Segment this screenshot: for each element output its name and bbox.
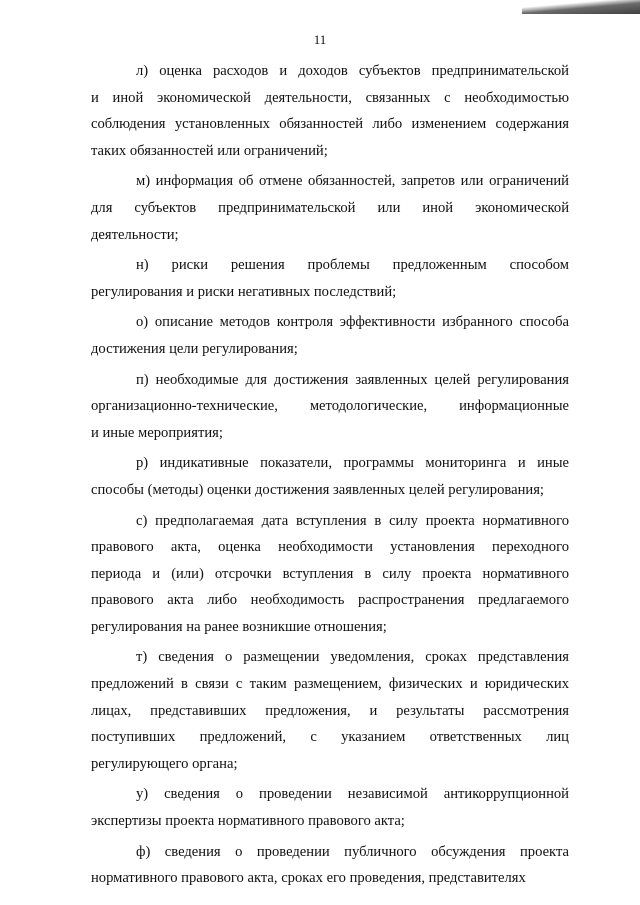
paragraph bbox=[91, 781, 569, 834]
text-line: правового акта, оценка необходимости установления переходного bbox=[91, 539, 569, 556]
text-line: о) описание методов контроля эффективности избранного способа bbox=[136, 314, 569, 331]
text-line: достижения цели регулирования; bbox=[91, 340, 298, 357]
text-line: регулирования на ранее возникшие отношения; bbox=[91, 618, 387, 635]
paragraph bbox=[91, 450, 569, 503]
text-line: поступивших предложений, с указанием ответственных лиц bbox=[91, 729, 569, 746]
text-line: предложений в связи с таким размещением, физических и юридических bbox=[91, 676, 569, 693]
text-line: экспертизы проекта нормативного правового акта; bbox=[91, 813, 405, 830]
text-line: способы (методы) оценки достижения заявленных целей регулирования; bbox=[91, 481, 544, 498]
page-number: 11 bbox=[313, 32, 327, 47]
text-line: правового акта либо необходимость распространения предлагаемого bbox=[91, 592, 569, 609]
text-line: таких обязанностей или ограничений; bbox=[91, 142, 328, 159]
text-line: с) предполагаемая дата вступления в силу проекта нормативного bbox=[136, 512, 569, 529]
text-line: р) индикативные показатели, программы мониторинга и иные bbox=[136, 455, 569, 472]
paragraph bbox=[91, 644, 569, 777]
text-line: нормативного правового акта, сроках его проведения, представителях bbox=[91, 870, 526, 887]
scan-edge-mark bbox=[522, 0, 640, 14]
paragraph bbox=[91, 309, 569, 362]
text-line: и иной экономической деятельности, связанных с необходимостью bbox=[91, 89, 569, 106]
paragraph bbox=[91, 58, 569, 164]
text-line: у) сведения о проведении независимой антикоррупционной bbox=[136, 786, 569, 803]
text-line: соблюдения установленных обязанностей либо изменением содержания bbox=[91, 116, 569, 133]
text-line: ф) сведения о проведении публичного обсуждения проекта bbox=[136, 843, 569, 860]
text-line: регулирования и риски негативных последствий; bbox=[91, 283, 397, 300]
text-line: н) риски решения проблемы предложенным способом bbox=[136, 257, 569, 274]
text-line: периода и (или) отсрочки вступления в силу проекта нормативного bbox=[91, 565, 569, 582]
text-line: для субъектов предпринимательской или иной экономической bbox=[91, 199, 569, 216]
text-line: регулирующего органа; bbox=[91, 755, 238, 772]
paragraph bbox=[91, 367, 569, 447]
text-line: п) необходимые для достижения заявленных целей регулирования bbox=[136, 371, 569, 388]
text-line: м) информация об отмене обязанностей, запретов или ограничений bbox=[136, 173, 569, 190]
paragraph bbox=[91, 252, 569, 305]
text-line: л) оценка расходов и доходов субъектов предпринимательской bbox=[136, 63, 569, 79]
text-line: и иные мероприятия; bbox=[91, 424, 223, 441]
paragraph bbox=[91, 508, 569, 641]
text-line: организационно-технические, методологические, информационные bbox=[91, 398, 569, 415]
text-line: деятельности; bbox=[91, 226, 179, 243]
document-body bbox=[91, 58, 569, 896]
paragraph bbox=[91, 168, 569, 248]
paragraph bbox=[91, 839, 569, 892]
text-line: лицах, представивших предложения, и результаты рассмотрения bbox=[91, 702, 569, 719]
text-line: т) сведения о размещении уведомления, сроках представления bbox=[136, 649, 569, 666]
